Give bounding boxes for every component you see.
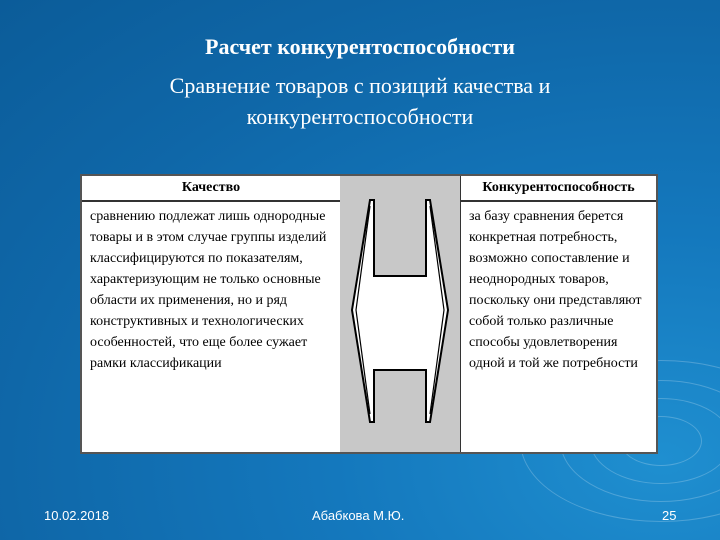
slide-title: Расчет конкурентоспособности [205,34,515,59]
comparison-table [80,174,658,454]
double-arrow-icon [340,176,460,452]
arrow-column [340,176,460,452]
quality-header: Качество [82,176,340,202]
slide-header [0,32,720,132]
footer-page-number: 25 [662,508,677,523]
slide-subtitle: Сравнение товаров с позиций качества и конкурентоспособности [169,73,551,129]
competitiveness-text: за базу сравнения берется конкретная потребность, возможно сопоставление и неоднородных товаров, поскольку они представляют собой только различные способы удовлетворения одной и той же потребности [469,209,642,371]
competitiveness-header: Конкурентоспособность [461,176,656,202]
quality-column [82,176,341,452]
footer-author: Абабкова М.Ю. [312,508,405,523]
footer-date: 10.02.2018 [44,508,110,523]
competitiveness-column [460,176,656,452]
quality-text: сравнению подлежат лишь однородные товары и в этом случае группы изделий классифицируются по показателям, характеризующим не только основные области их применения, но и ряд конструктивных и технологических особенностей, что еще более сужает рамки классификации [90,209,327,371]
